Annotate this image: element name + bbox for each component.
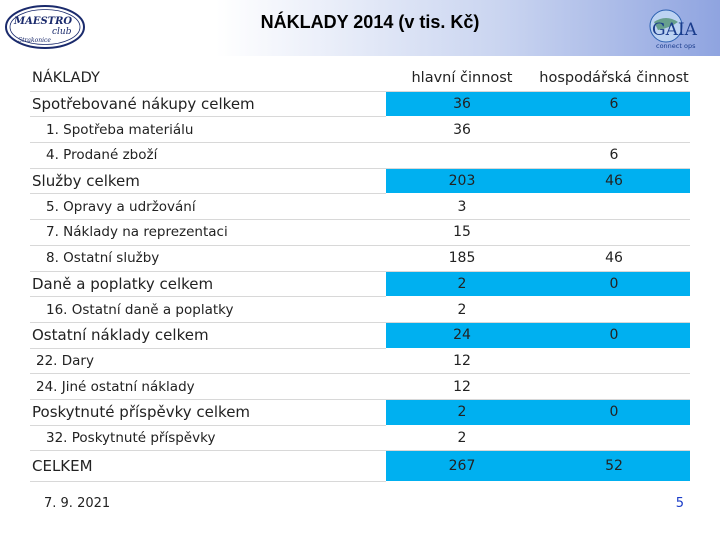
- row-label: Daně a poplatky celkem: [30, 271, 386, 297]
- economic-value: 52: [538, 451, 690, 482]
- main-value: [386, 143, 538, 169]
- svg-text:connect ops: connect ops: [656, 42, 696, 50]
- main-value: 185: [386, 245, 538, 271]
- header-main-activity: hlavní činnost: [386, 66, 538, 91]
- slide-header: [0, 0, 720, 56]
- economic-value: 0: [538, 322, 690, 348]
- page-title: NÁKLADY 2014 (v tis. Kč): [260, 12, 480, 32]
- table-row: [30, 168, 690, 194]
- main-value: 3: [386, 194, 538, 220]
- table-row: [30, 399, 690, 425]
- main-value: 2: [386, 297, 538, 323]
- row-label: Spotřebované nákupy celkem: [30, 91, 386, 117]
- economic-value: [538, 425, 690, 451]
- table-row: [30, 245, 690, 271]
- table-row: [30, 143, 690, 169]
- row-label: Služby celkem: [30, 168, 386, 194]
- table-row: [30, 297, 690, 323]
- row-label: 5. Opravy a udržování: [30, 194, 386, 220]
- row-label: CELKEM: [30, 451, 386, 482]
- economic-value: [538, 117, 690, 143]
- main-value: 12: [386, 348, 538, 374]
- table-row: [30, 91, 690, 117]
- table-row: [30, 194, 690, 220]
- row-label: 22. Dary: [30, 348, 386, 374]
- economic-value: 46: [538, 245, 690, 271]
- svg-text:GAIA: GAIA: [652, 20, 697, 40]
- svg-text:Strakonice: Strakonice: [18, 37, 51, 44]
- main-value: 203: [386, 168, 538, 194]
- economic-value: 46: [538, 168, 690, 194]
- economic-value: 0: [538, 399, 690, 425]
- costs-table: [30, 66, 690, 482]
- row-label: 32. Poskytnuté příspěvky: [30, 425, 386, 451]
- table-row-total: [30, 451, 690, 482]
- header-label: NÁKLADY: [30, 66, 386, 91]
- row-label: 24. Jiné ostatní náklady: [30, 374, 386, 400]
- main-value: 267: [386, 451, 538, 482]
- table-row: [30, 271, 690, 297]
- economic-value: [538, 220, 690, 246]
- economic-value: 6: [538, 143, 690, 169]
- table-row: [30, 117, 690, 143]
- row-label: 16. Ostatní daně a poplatky: [30, 297, 386, 323]
- economic-value: 0: [538, 271, 690, 297]
- page-number: 5: [675, 496, 684, 511]
- main-value: 36: [386, 91, 538, 117]
- economic-value: [538, 194, 690, 220]
- row-label: 1. Spotřeba materiálu: [30, 117, 386, 143]
- gaia-logo: [646, 6, 716, 52]
- main-value: 2: [386, 271, 538, 297]
- main-value: 36: [386, 117, 538, 143]
- maestro-club-logo: [4, 4, 86, 50]
- main-value: 2: [386, 425, 538, 451]
- table-row: [30, 425, 690, 451]
- row-label: 4. Prodané zboží: [30, 143, 386, 169]
- economic-value: [538, 297, 690, 323]
- header-economic-activity: hospodářská činnost: [538, 66, 690, 91]
- table-header-row: [30, 66, 690, 91]
- economic-value: [538, 374, 690, 400]
- row-label: Ostatní náklady celkem: [30, 322, 386, 348]
- row-label: Poskytnuté příspěvky celkem: [30, 399, 386, 425]
- main-value: 24: [386, 322, 538, 348]
- economic-value: [538, 348, 690, 374]
- economic-value: 6: [538, 91, 690, 117]
- row-label: 8. Ostatní služby: [30, 245, 386, 271]
- svg-text:club: club: [52, 27, 72, 37]
- table-row: [30, 322, 690, 348]
- svg-text:MAESTRO: MAESTRO: [14, 16, 73, 27]
- footer-date: 7. 9. 2021: [44, 496, 111, 511]
- main-value: 12: [386, 374, 538, 400]
- table-row: [30, 220, 690, 246]
- main-value: 15: [386, 220, 538, 246]
- table-row: [30, 348, 690, 374]
- row-label: 7. Náklady na reprezentaci: [30, 220, 386, 246]
- table-row: [30, 374, 690, 400]
- main-value: 2: [386, 399, 538, 425]
